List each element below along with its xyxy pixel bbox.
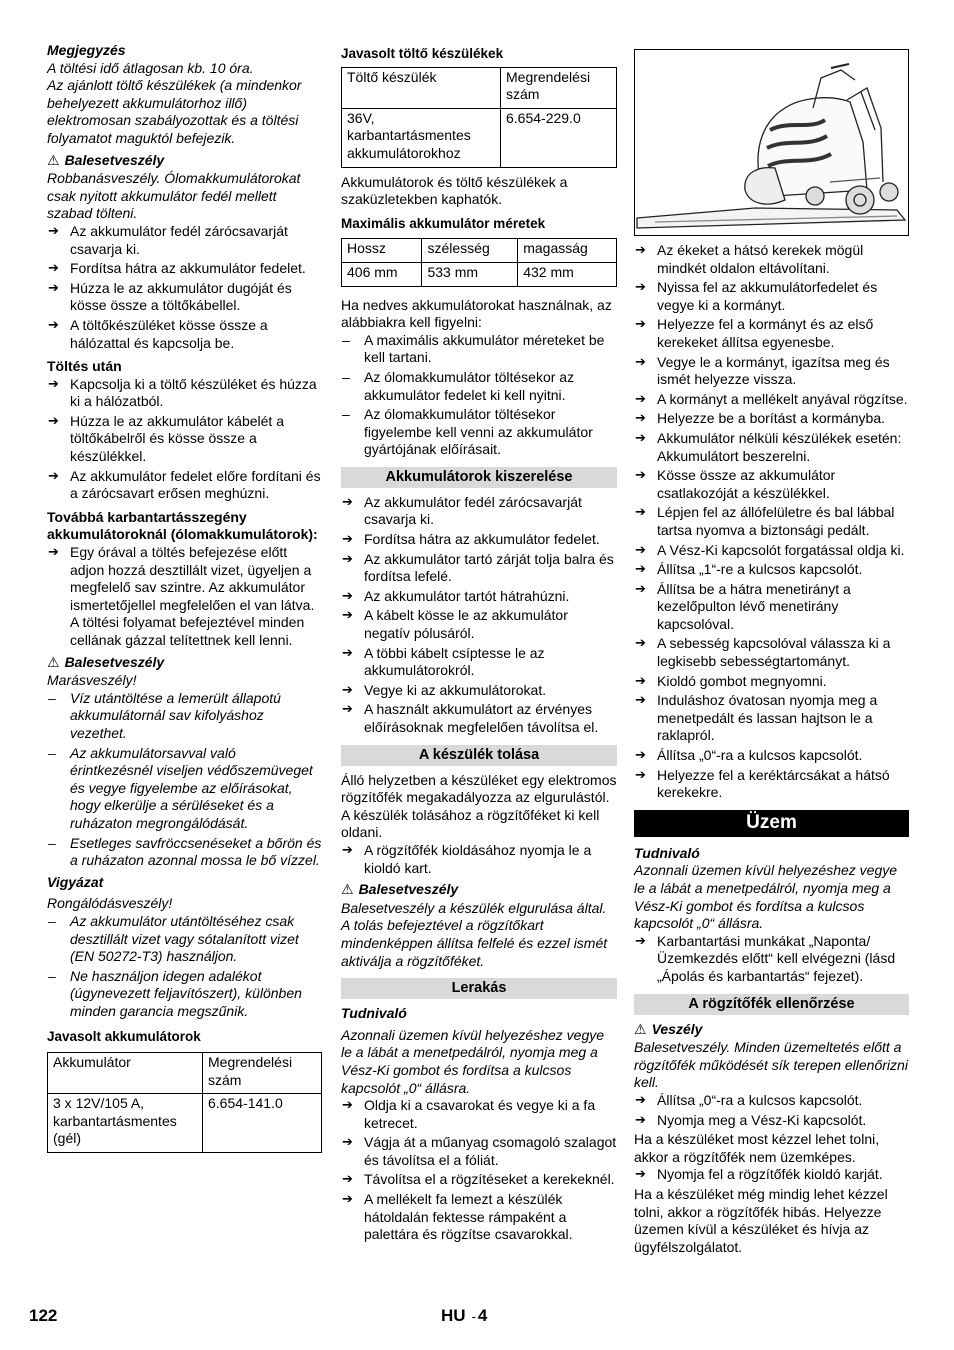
table-cell: 406 mm xyxy=(342,262,422,286)
section-heading: Maximális akkumulátor méretek xyxy=(341,215,546,231)
step-item: ➔ Fordítsa hátra az akkumulátor fedelet. xyxy=(47,260,322,278)
note-heading: Megjegyzés xyxy=(47,42,126,58)
caution-heading: Vigyázat xyxy=(47,873,104,890)
step-item: ➔ Kösse össze az akkumulátor csatlakozóját a készülékkel. xyxy=(634,467,909,502)
section-heading: Töltés után xyxy=(47,358,122,375)
danger-text: Balesetveszély. Minden üzemeltetés előtt a rögzítőfék működését sík terepen ellenőrizni kell. xyxy=(634,1039,908,1091)
step-item: ➔ Az akkumulátor fedelet előre fordítani és a zárócsavart erősen meghúzni. xyxy=(47,468,322,503)
step-item: ➔ Vágja át a műanyag csomagoló szalagot és távolítsa el a fóliát. xyxy=(341,1134,617,1169)
step-item: ➔ Helyezze fel a keréktárcsákat a hátsó kerekekre. xyxy=(634,767,909,802)
step-item: ➔ Az akkumulátor fedél zárócsavarját csavarja ki. xyxy=(341,494,617,529)
step-item: ➔ Vegye ki az akkumulátorokat. xyxy=(341,682,617,700)
note-heading: Tudnivaló xyxy=(341,1005,407,1022)
section-heading: Továbbá karbantartásszegény akkumulátoroknál (ólomakkumulátorok): xyxy=(47,508,318,543)
section-bar: A rögzítőfék ellenőrzése xyxy=(634,994,909,1015)
note-text: Azonnali üzemen kívül helyezéshez vegye le a lábát a menetpedálról, nyomja meg a Vész-Ki gombot és fordítsa a kulcsos kapcsolót „0“ állásra. xyxy=(341,1026,605,1096)
body-text: Ha a készüléket most kézzel lehet tolni, akkor a rögzítőfék nem üzemképes. xyxy=(634,1131,880,1165)
dash-item: – A maximális akkumulátor méreteket be kell tartani. xyxy=(341,332,617,367)
page-label: HU - 4 xyxy=(441,1306,488,1325)
step-item: ➔ Állítsa „1“-re a kulcsos kapcsolót. xyxy=(634,561,909,579)
step-item: ➔ Állítsa be a hátra menetirányt a kezelőpulton lévő menetirány kapcsolóval. xyxy=(634,581,909,634)
chapter-title-bar: Üzem xyxy=(634,810,909,837)
table-cell: 36V, karbantartásmentes akkumulátorokhoz xyxy=(342,108,501,167)
step-item: ➔ A sebesség kapcsolóval válassza ki a legkisebb sebességtartományt. xyxy=(634,635,909,670)
section-bar: A készülék tolása xyxy=(341,745,617,766)
step-item: ➔ Oldja ki a csavarokat és vegye ki a fa ketrecet. xyxy=(341,1097,617,1132)
step-item: ➔ Az akkumulátor tartót hátrahúzni. xyxy=(341,588,617,606)
step-item: ➔ A Vész-Ki kapcsolót forgatással oldja ki. xyxy=(634,542,909,560)
step-item: ➔ Húzza le az akkumulátor dugóját és kösse össze a töltőkábellel. xyxy=(47,280,322,315)
battery-table xyxy=(47,1052,322,1153)
column-left xyxy=(47,40,322,1159)
dash-item: – Esetleges savfröccsenéseket a bőrön és a ruházaton azonnal mossa le bő vízzel. xyxy=(47,835,322,870)
body-text: Ha nedves akkumulátorokat használnak, az alábbiakra kell figyelni: xyxy=(341,296,612,331)
body-text: Álló helyzetben a készüléket egy elektromos rögzítőfék megakadályozza az elgurulástól. A készülék tolásához a rögzítőféket ki kell oldani. xyxy=(341,771,617,841)
step-item: ➔ Nyissa fel az akkumulátorfedelet és vegye ki a kormányt. xyxy=(634,279,909,314)
step-item: ➔ Vegye le a kormányt, igazítsa meg és ismét helyezze vissza. xyxy=(634,354,909,389)
section-bar: Akkumulátorok kiszerelése xyxy=(341,467,617,488)
charger-table xyxy=(341,67,617,168)
table-row xyxy=(48,1094,322,1153)
danger-heading: ⚠ Veszély xyxy=(634,1020,703,1038)
table-header-cell: Megrendelési szám xyxy=(501,67,617,108)
step-item: ➔ Egy órával a töltés befejezése előtt adjon hozzá desztillált vizet, ügyeljen a megfelelő sav szintre. Az akkumulátor ismertetőjellel megfelelően el van látva. A töltési folyamat befejeztével minden cellának gázzal telítettnek kell lenni. xyxy=(47,544,322,650)
step-item: ➔ Állítsa „0“-ra a kulcsos kapcsolót. xyxy=(634,1092,909,1110)
step-item: ➔ Induláshoz óvatosan nyomja meg a menetpedált és lassan hajtson le a raklapról. xyxy=(634,692,909,745)
page-number: 122 xyxy=(29,1306,58,1325)
dimensions-table xyxy=(341,238,617,286)
step-item: ➔ Lépjen fel az állófelületre és bal lábbal tartsa nyomva a biztonsági pedált. xyxy=(634,504,909,539)
body-text: Akkumulátorok és töltő készülékek a szaküzletekben kaphatók. xyxy=(341,173,568,208)
step-item: ➔ A kábelt kösse le az akkumulátor negatív pólusáról. xyxy=(341,607,617,642)
warning-triangle-icon: ⚠ xyxy=(47,152,60,169)
note-text: Azonnali üzemen kívül helyezéshez vegye le a lábát a menetpedálról, nyomja meg a Vész-Ki gombot és fordítsa a kulcsos kapcsolót „0“ állásra. xyxy=(634,862,898,932)
table-header-cell: Akkumulátor xyxy=(48,1053,203,1094)
table-row xyxy=(48,1053,322,1094)
step-item: ➔ Karbantartási munkákat „Naponta/ Üzemkezdés előtt“ kell elvégezni (lásd „Ápolás és karbantartás“ fejezet). xyxy=(634,933,909,986)
warning-text: Marásveszély! xyxy=(47,672,137,689)
dash-item: – Víz utántöltése a lemerült állapotú akkumulátornál sav kifolyáshoz vezethet. xyxy=(47,690,322,743)
warning-heading: ⚠ Balesetveszély xyxy=(47,653,165,671)
step-item: ➔ Kioldó gombot megnyomni. xyxy=(634,673,909,691)
step-item: ➔ Húzza le az akkumulátor kábelét a töltőkábelről és kösse össze a készülékkel. xyxy=(47,413,322,466)
table-cell: 3 x 12V/105 A, karbantartásmentes (gél) xyxy=(48,1094,203,1153)
table-row xyxy=(342,67,617,108)
step-item: ➔ Akkumulátor nélküli készülékek esetén: Akkumulátort beszerelni. xyxy=(634,430,909,465)
section-heading: Javasolt töltő készülékek xyxy=(341,46,504,61)
warning-triangle-icon: ⚠ xyxy=(47,654,60,671)
table-cell: 432 mm xyxy=(518,262,617,286)
step-item: ➔ Állítsa „0“-ra a kulcsos kapcsolót. xyxy=(634,747,909,765)
column-right xyxy=(634,40,909,1256)
table-cell: 6.654-229.0 xyxy=(501,108,617,167)
step-item: ➔ Nyomja fel a rögzítőfék kioldó karját. xyxy=(634,1166,909,1184)
warning-heading: ⚠ Balesetveszély xyxy=(47,151,165,169)
dash-item: – Az ólomakkumulátor töltésekor figyelembe kell venni az akkumulátor gyártójának előírásait. xyxy=(341,406,617,459)
machine-illustration xyxy=(634,49,909,236)
step-item: ➔ Fordítsa hátra az akkumulátor fedelet. xyxy=(341,531,617,549)
note-text: A töltési idő átlagosan kb. 10 óra. xyxy=(47,59,254,76)
step-item: ➔ Kapcsolja ki a töltő készüléket és húzza ki a hálózatból. xyxy=(47,376,322,411)
table-header-cell: magasság xyxy=(518,239,617,263)
step-item: ➔ Az akkumulátor tartó zárját tolja balra és fordítsa lefelé. xyxy=(341,551,617,586)
step-item: ➔ Helyezze fel a kormányt és az első kerekeket állítsa egyenesbe. xyxy=(634,316,909,351)
table-header-cell: Töltő készülék xyxy=(342,67,501,108)
table-header-cell: szélesség xyxy=(422,239,518,263)
table-header-cell: Hossz xyxy=(342,239,422,263)
step-item: ➔ Az akkumulátor fedél zárócsavarját csavarja ki. xyxy=(47,223,322,258)
step-item: ➔ A többi kábelt csíptesse le az akkumulátorokról. xyxy=(341,645,617,680)
sweeper-on-pallet-drawing xyxy=(635,50,908,235)
caution-text: Rongálódásveszély! xyxy=(47,895,173,912)
dash-item: – Az akkumulátor utántöltéséhez csak desztillált vizet vagy sótalanított vizet (EN 50272-T3) használjon. xyxy=(47,913,322,966)
step-item: ➔ A kormányt a mellékelt anyával rögzítse. xyxy=(634,391,909,409)
warning-text: Balesetveszély a készülék elgurulása által. A tolás befejeztével a rögzítőkart mindenképpen állítsa felfelé és ezzel ismét aktiválja a rögzítőféket. xyxy=(341,899,608,969)
warning-heading: ⚠ Balesetveszély xyxy=(341,881,459,899)
step-item: ➔ A használt akkumulátort az érvényes előírásoknak megfelelően távolítsa el. xyxy=(341,701,617,736)
table-cell: 6.654-141.0 xyxy=(203,1094,322,1153)
warning-triangle-icon: ⚠ xyxy=(634,1021,647,1038)
step-item: ➔ Az ékeket a hátsó kerekek mögül mindkét oldalon eltávolítani. xyxy=(634,242,909,277)
table-row xyxy=(342,262,617,286)
column-middle xyxy=(341,40,617,1246)
dash-item: – Az ólomakkumulátor töltésekor az akkumulátor fedelet ki kell nyitni. xyxy=(341,369,617,404)
body-text: Ha a készüléket még mindig lehet kézzel tolni, akkor a rögzítőfék hibás. Helyezze üzemen kívül a készüléket és hívja az ügyfélszolgálatot. xyxy=(634,1185,888,1255)
step-item: ➔ A mellékelt fa lemezt a készülék hátoldalán fektesse rámpaként a palettára és rögzítse csavarokkal. xyxy=(341,1191,617,1244)
table-row xyxy=(342,239,617,263)
dash-item: – Az akkumulátorsavval való érintkezésnél viseljen védőszemüveget és vegye figyelembe az előírásokat, hogy elkerülje a sérüléseket és a ruházaton megrongálódását. xyxy=(47,745,322,833)
step-item: ➔ Nyomja meg a Vész-Ki kapcsolót. xyxy=(634,1112,909,1130)
table-row xyxy=(342,108,617,167)
warning-text: Robbanásveszély. Ólomakkumulátorokat csak nyitott akkumulátor fedél mellett szabad tölteni. xyxy=(47,170,301,222)
note-text: Az ajánlott töltő készülékek (a mindenkor behelyezett akkumulátorhoz illő) elektromosan szabályozottak és a töltési folyamatot maguktól befejezik. xyxy=(47,77,302,146)
warning-triangle-icon: ⚠ xyxy=(341,882,354,899)
dash-item: – Ne használjon idegen adalékot (úgynevezett feljavítószert), különben minden garancia megszűnik. xyxy=(47,968,322,1021)
section-heading: Javasolt akkumulátorok xyxy=(47,1029,201,1045)
note-heading: Tudnivaló xyxy=(634,844,700,861)
step-item: ➔ A töltőkészüléket kösse össze a hálózattal és kapcsolja be. xyxy=(47,317,322,352)
step-item: ➔ A rögzítőfék kioldásához nyomja le a kioldó kart. xyxy=(341,842,617,877)
section-bar: Lerakás xyxy=(341,978,617,999)
step-item: ➔ Helyezze be a borítást a kormányba. xyxy=(634,410,909,428)
step-item: ➔ Távolítsa el a rögzítéseket a kerekeknél. xyxy=(341,1171,617,1189)
table-cell: 533 mm xyxy=(422,262,518,286)
table-header-cell: Megrendelési szám xyxy=(203,1053,322,1094)
